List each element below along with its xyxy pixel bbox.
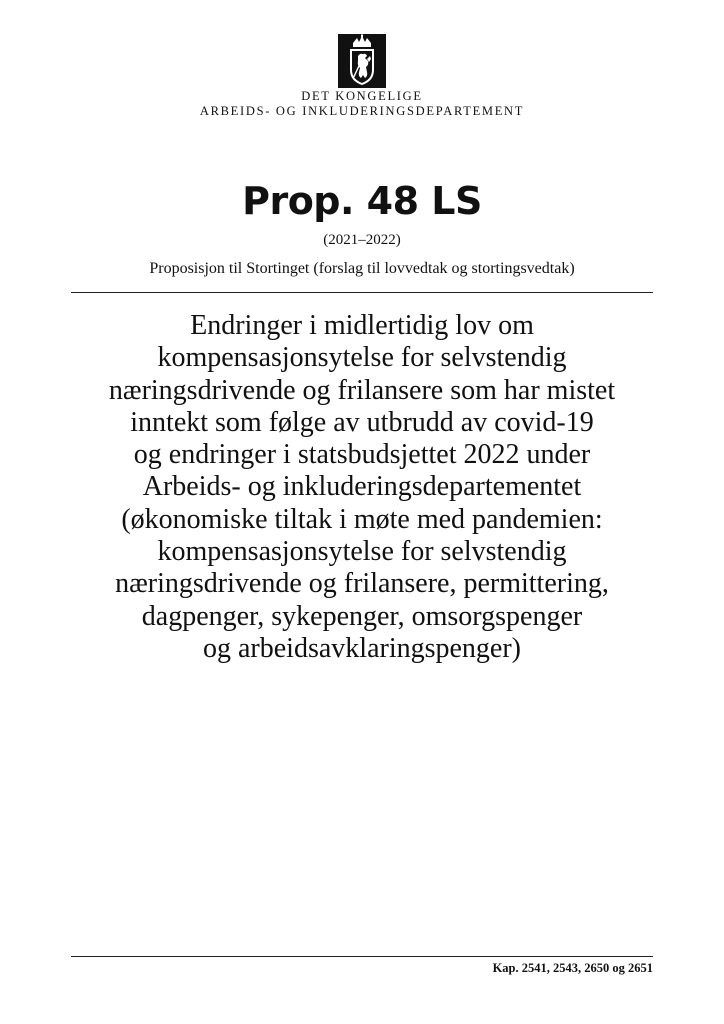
title-line: og arbeidsavklaringspenger) xyxy=(203,632,521,664)
title-line: inntekt som følge av utbrudd av covid-19 xyxy=(130,406,594,438)
proposition-subtitle: Proposisjon til Stortinget (forslag til lovvedtak og stortingsvedtak) xyxy=(149,260,575,277)
title-line: næringsdrivende og frilansere, permittering, xyxy=(115,568,609,600)
department-name-line-1: DET KONGELIGE xyxy=(301,89,423,103)
bottom-divider xyxy=(71,956,653,957)
title-line: kompensasjonsytelse for selvstendig xyxy=(157,342,567,374)
proposition-number: Prop. 48 LS xyxy=(242,179,482,223)
title-line: Arbeids- og inkluderingsdepartementet xyxy=(142,471,582,503)
title-line: og endringer i statsbudsjettet 2022 under xyxy=(133,439,591,471)
title-line: Endringer i midlertidig lov om xyxy=(190,310,534,341)
title-line: (økonomiske tiltak i møte med pandemien: xyxy=(121,503,603,535)
title-line: kompensasjonsytelse for selvstendig xyxy=(157,536,567,568)
document-title xyxy=(60,310,664,665)
coat-of-arms-icon xyxy=(338,34,386,88)
department-name-line-2: ARBEIDS- OG INKLUDERINGSDEPARTEMENT xyxy=(199,104,525,118)
title-line: dagpenger, sykepenger, omsorgspenger xyxy=(141,600,583,632)
top-divider xyxy=(71,292,653,293)
budget-chapters: Kap. 2541, 2543, 2650 og 2651 xyxy=(492,961,653,975)
session-years: (2021–2022) xyxy=(323,232,401,248)
title-line: næringsdrivende og frilansere som har mistet xyxy=(108,374,616,406)
